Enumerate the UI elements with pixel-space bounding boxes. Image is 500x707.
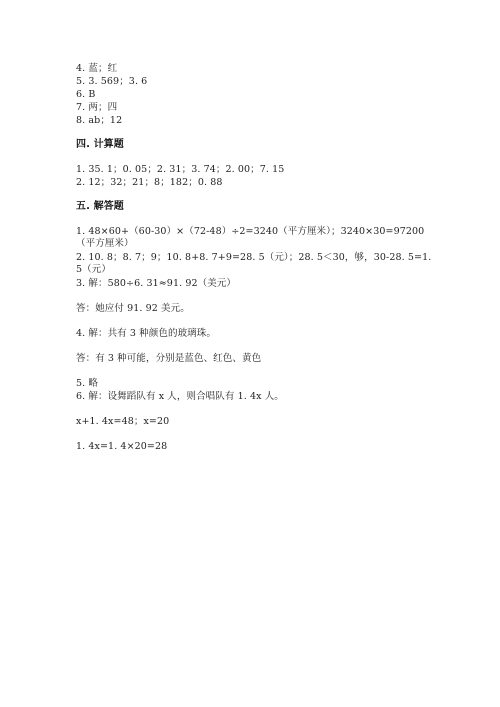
section-heading-calculation: 四. 计算题 (76, 139, 124, 150)
answer-line-5: 5. 3. 569；3. 6 (76, 76, 148, 87)
problem-6-equation-2: 1. 4x=1. 4×20=28 (76, 441, 168, 452)
problem-4-answer: 答：有 3 种可能，分别是蓝色、红色、黄色 (76, 353, 262, 364)
answer-line-6: 6. B (76, 89, 96, 100)
answer-line-4: 4. 蓝；红 (76, 63, 118, 74)
problem-6-solution: 6. 解：设舞蹈队有 x 人，则合唱队有 1. 4x 人。 (76, 391, 284, 402)
calculation-line-1: 1. 35. 1；0. 05；2. 31；3. 74；2. 00；7. 15 (76, 164, 285, 175)
problem-3-solution: 3. 解：580÷6. 31≈91. 92（美元） (76, 278, 237, 289)
problem-1-solution: 1. 48×60+（60-30）×（72-48）÷2=3240（平方厘米）；3240×30=97200（平方厘米） (76, 226, 425, 249)
answer-line-7: 7. 两；四 (76, 102, 118, 113)
calculation-line-2: 2. 12；32；21；8；182；0. 88 (76, 177, 223, 188)
problem-2-solution: 2. 10. 8；8. 7；9；10. 8+8. 7+9=28. 5（元）；28. 5＜30，够，30-28. 5=1. 5（元） (76, 252, 432, 275)
problem-6-equation-1: x+1. 4x=48；x=20 (76, 416, 170, 427)
section-heading-word-problems: 五. 解答题 (76, 201, 124, 212)
answer-line-8: 8. ab；12 (76, 115, 123, 126)
problem-3-answer: 答：她应付 91. 92 美元。 (76, 303, 190, 314)
problem-4-solution: 4. 解：共有 3 种颜色的玻璃珠。 (76, 328, 216, 339)
problem-5-solution: 5. 略 (76, 378, 98, 389)
